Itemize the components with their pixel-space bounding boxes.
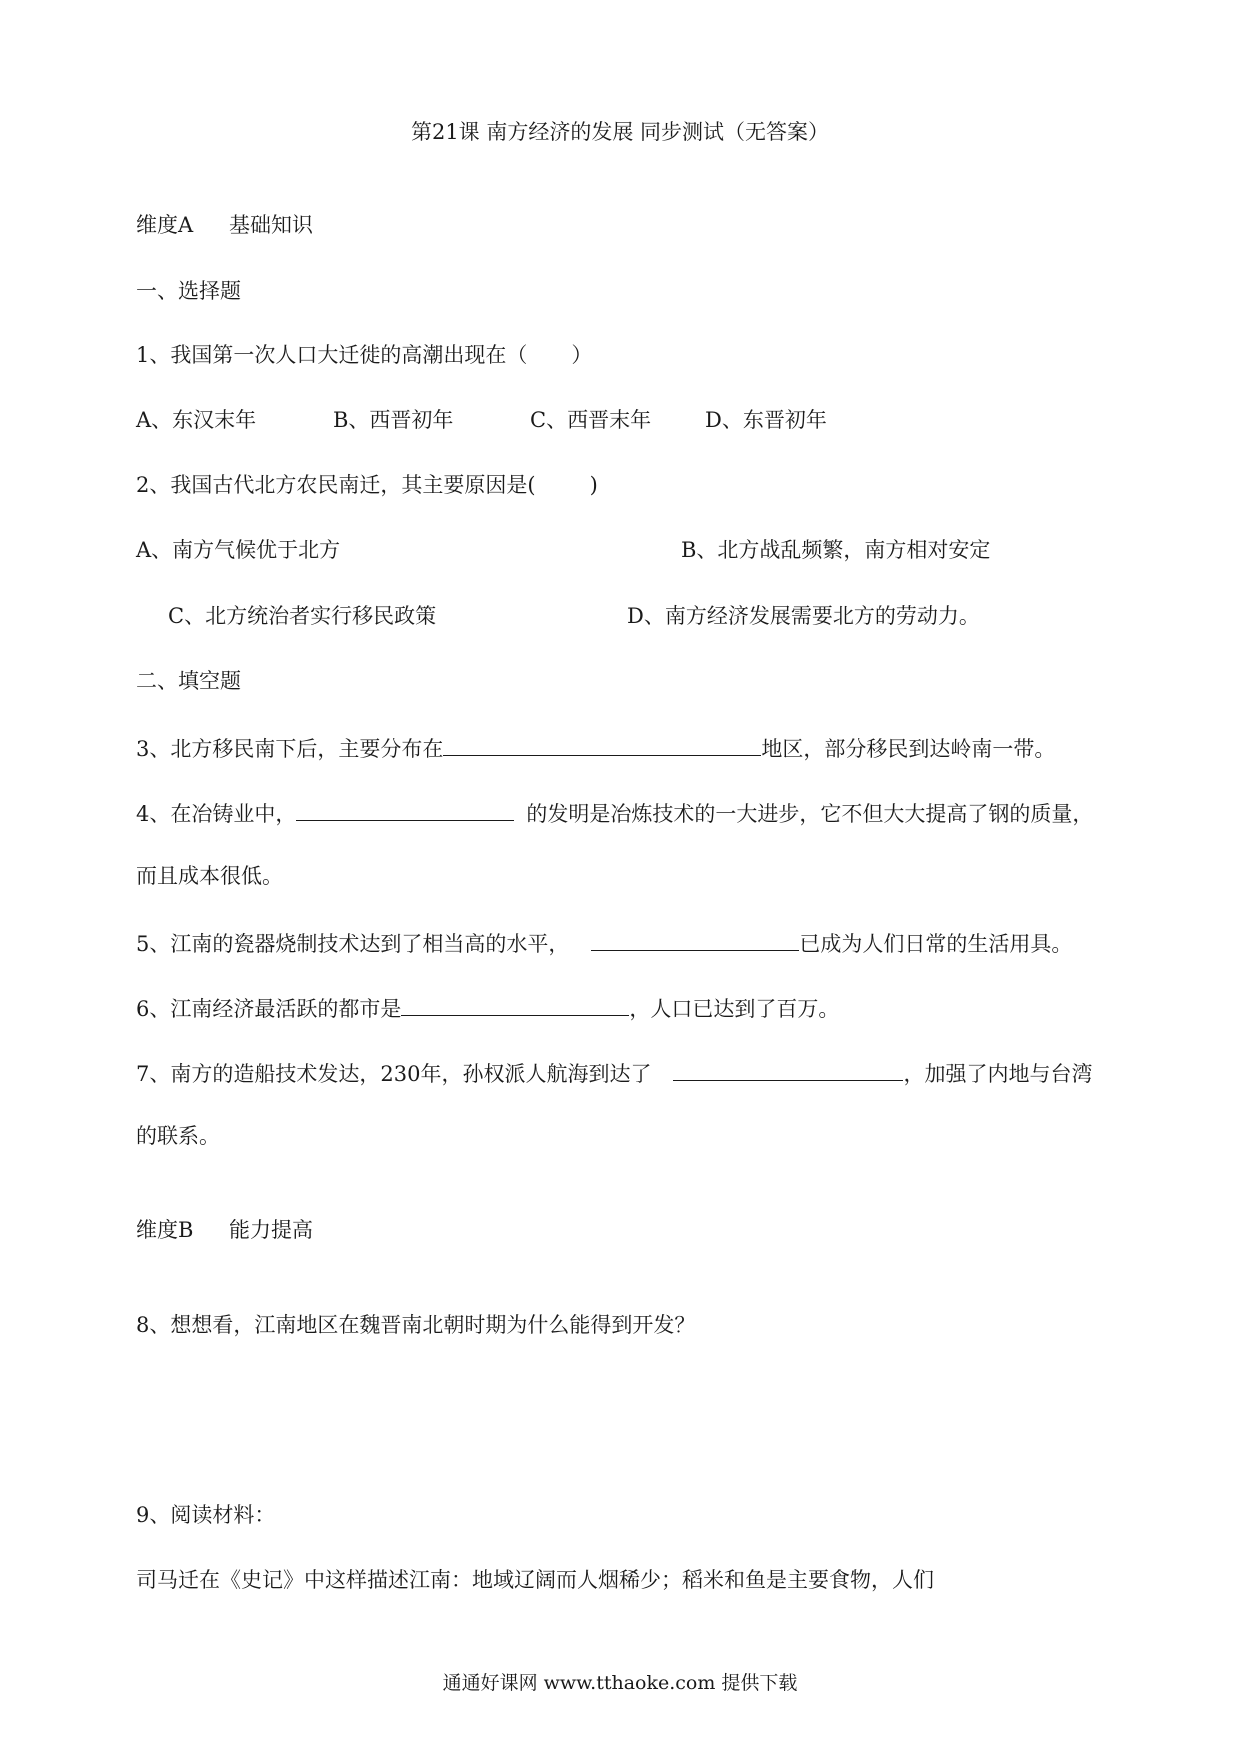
question-3-before: 3、北方移民南下后，主要分布在 [136,737,444,761]
question-4 [136,796,1093,829]
question-6-before: 6、江南经济最活跃的都市是 [136,997,402,1021]
question-4-before: 4、在冶铸业中， [136,802,297,826]
question-3-answer-blank[interactable] [443,731,761,756]
question-9-heading: 9、阅读材料： [136,1503,276,1527]
question-2-stem [136,470,598,500]
question-4-answer-blank[interactable] [296,796,514,821]
question-5 [136,926,1072,959]
question-5-answer-blank[interactable] [591,926,799,951]
section-a-heading: 基础知识 [229,213,313,237]
part2-heading: 二、填空题 [136,669,241,693]
question-1-option-d: D、东晋初年 [705,408,827,432]
question-2-stem-before: 2、我国古代北方农民南迁，其主要原因是( [136,473,536,497]
question-7-answer-blank[interactable] [673,1056,903,1081]
question-5-before: 5、江南的瓷器烧制技术达到了相当高的水平， [136,932,570,956]
question-1-stem [136,340,592,370]
question-1-option-b: B、西晋初年 [333,408,454,432]
question-2-option-a: A、南方气候优于北方 [136,538,341,562]
page-footer: 通通好课网 www.tthaoke.com 提供下载 [442,1672,798,1694]
question-2-option-b: B、北方战乱频繁，南方相对安定 [681,538,991,562]
question-2-option-d: D、南方经济发展需要北方的劳动力。 [627,604,980,628]
question-6-answer-blank[interactable] [401,991,629,1016]
section-b-label: 维度B [136,1218,194,1242]
question-7-after: ，加强了内地与台湾 [903,1062,1093,1086]
question-6 [136,991,839,1024]
question-7 [136,1056,1092,1089]
part1-heading: 一、选择题 [136,279,241,303]
question-2-stem-after: ) [589,473,598,497]
question-4-after: 的发明是冶炼技术的一大进步，它不但大大提高了钢的质量， [526,802,1094,826]
question-5-after: 已成为人们日常的生活用具。 [799,932,1073,956]
question-1-stem-after: ） [571,343,593,367]
question-1-option-a: A、东汉末年 [136,408,257,432]
question-4-line2: 而且成本很低。 [136,864,283,888]
section-a-label: 维度A [136,213,194,237]
question-1-stem-before: 1、我国第一次人口大迁徙的高潮出现在（ [136,343,528,367]
question-7-before: 7、南方的造船技术发达，230年，孙权派人航海到达了 [136,1062,652,1086]
question-6-after: ，人口已达到了百万。 [629,997,840,1021]
section-b-heading: 能力提高 [229,1218,313,1242]
question-7-line2: 的联系。 [136,1124,220,1148]
question-9-material: 司马迁在《史记》中这样描述江南：地域辽阔而人烟稀少；稻米和鱼是主要食物，人们 [136,1568,934,1592]
question-1-option-c: C、西晋末年 [530,408,652,432]
question-3 [136,731,1055,764]
question-3-after: 地区，部分移民到达岭南一带。 [761,737,1056,761]
page-title: 第21课 南方经济的发展 同步测试（无答案） [410,120,830,144]
question-8: 8、想想看，江南地区在魏晋南北朝时期为什么能得到开发？ [136,1313,696,1337]
question-2-option-c: C、北方统治者实行移民政策 [168,604,437,628]
